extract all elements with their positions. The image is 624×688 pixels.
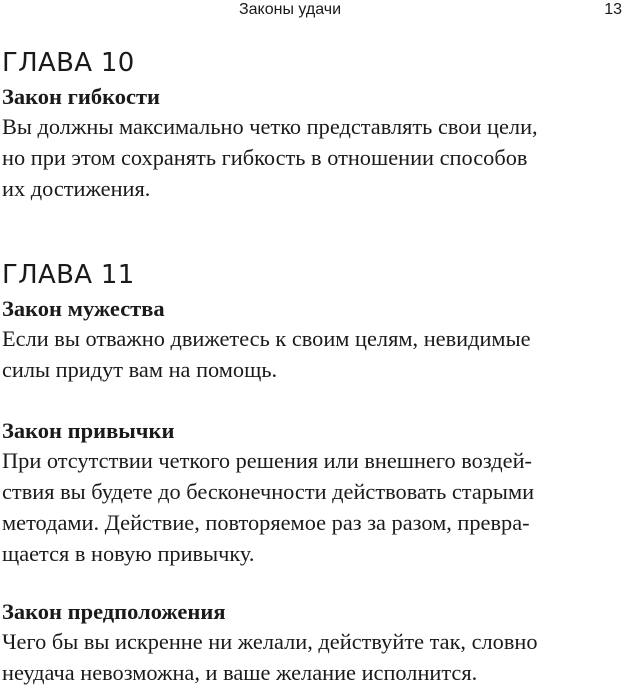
text-line: Вы должны максимально четко представлять свои цели, — [2, 114, 538, 139]
law-body — [2, 323, 624, 385]
text-line: Чего бы вы искренне ни желали, действуйте так, словно — [2, 629, 538, 654]
chapter-heading: ГЛАВА 11 — [2, 260, 135, 290]
text-line: щается в новую привычку. — [2, 541, 255, 566]
law-body — [2, 626, 624, 688]
text-line: методами. Действие, повторяемое раз за разом, превра- — [2, 510, 530, 535]
law-title: Закон мужества — [2, 296, 165, 321]
page-number: 13 — [604, 1, 622, 18]
text-line: но при этом сохранять гибкость в отношении способов — [2, 145, 528, 170]
law-body — [2, 445, 624, 569]
law-title: Закон гибкости — [2, 84, 160, 109]
text-line: При отсутствии четкого решения или внешнего воздей- — [2, 448, 532, 473]
chapter-heading: ГЛАВА 10 — [2, 48, 135, 78]
text-line: силы придут вам на помощь. — [2, 357, 278, 382]
text-line: неудача невозможна, и ваше желание исполнится. — [2, 660, 478, 685]
law-title: Закон предположения — [2, 599, 226, 624]
law-title: Закон привычки — [2, 418, 175, 443]
running-title: Законы удачи — [238, 1, 342, 18]
text-line: Если вы отважно движетесь к своим целям, невидимые — [2, 326, 531, 351]
text-line: ствия вы будете до бесконечности действовать старыми — [2, 479, 535, 504]
text-line: их достижения. — [2, 176, 151, 201]
law-body — [2, 111, 624, 204]
running-header — [0, 0, 624, 22]
